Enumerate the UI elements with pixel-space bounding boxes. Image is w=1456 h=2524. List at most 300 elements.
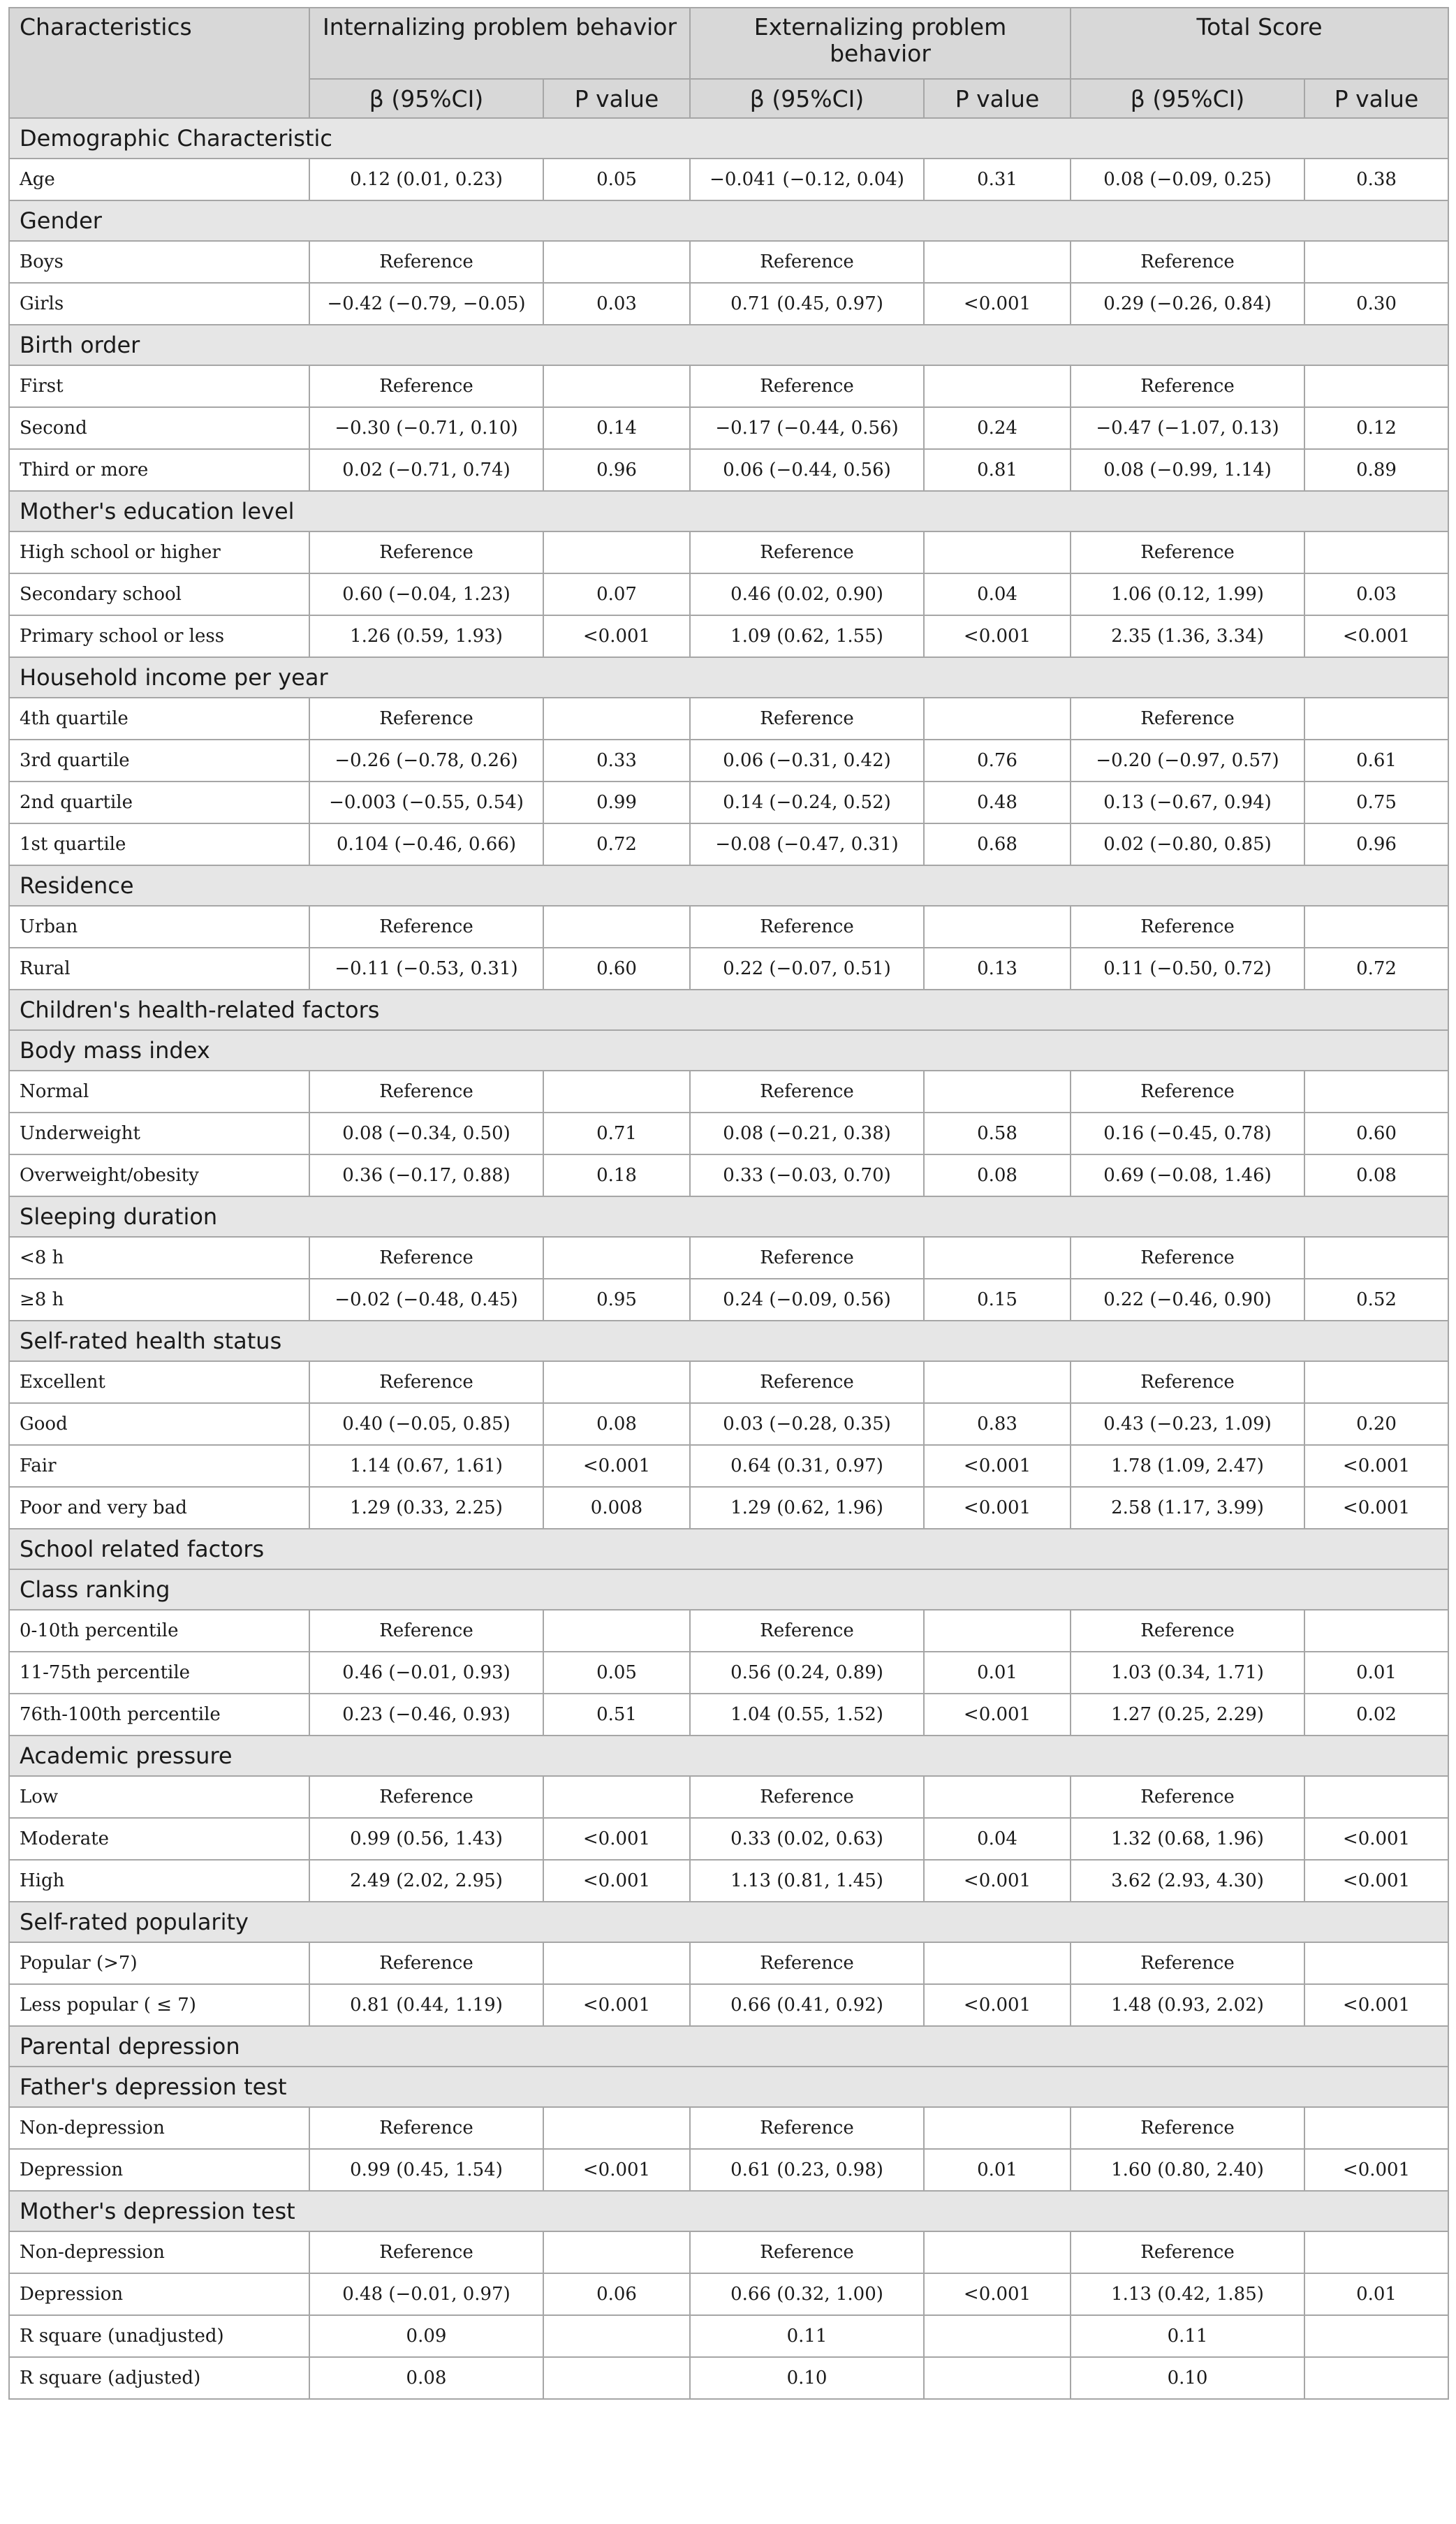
section-label: Academic pressure: [9, 1736, 1448, 1776]
beta-cell: 2.49 (2.02, 2.95): [309, 1860, 543, 1902]
beta-cell: 0.08 (−0.21, 0.38): [690, 1113, 924, 1154]
header-pvalue: P value: [1304, 79, 1448, 118]
beta-cell: 2.35 (1.36, 3.34): [1071, 615, 1304, 657]
pvalue-cell: [543, 1361, 690, 1403]
table-row: [9, 1403, 1448, 1445]
header-pvalue: P value: [924, 79, 1071, 118]
row-label: Good: [9, 1403, 309, 1445]
regression-table-container: [8, 7, 1448, 2400]
section-row: [9, 325, 1448, 365]
beta-cell: 1.78 (1.09, 2.47): [1071, 1445, 1304, 1487]
beta-cell: 0.36 (−0.17, 0.88): [309, 1154, 543, 1196]
section-label: Children's health-related factors: [9, 990, 1448, 1030]
row-label: Normal: [9, 1071, 309, 1113]
beta-cell: Reference: [309, 906, 543, 948]
pvalue-cell: <0.001: [924, 1984, 1071, 2026]
section-label: Mother's depression test: [9, 2191, 1448, 2231]
pvalue-cell: 0.61: [1304, 740, 1448, 782]
section-row: [9, 657, 1448, 698]
section-label: School related factors: [9, 1529, 1448, 1569]
pvalue-cell: <0.001: [1304, 1984, 1448, 2026]
beta-cell: Reference: [690, 1610, 924, 1652]
beta-cell: Reference: [690, 1776, 924, 1818]
row-label: Primary school or less: [9, 615, 309, 657]
beta-cell: Reference: [309, 365, 543, 407]
pvalue-cell: 0.58: [924, 1113, 1071, 1154]
beta-cell: 0.81 (0.44, 1.19): [309, 1984, 543, 2026]
pvalue-cell: 0.75: [1304, 782, 1448, 823]
row-label: Excellent: [9, 1361, 309, 1403]
table-row: [9, 241, 1448, 283]
table-row: [9, 698, 1448, 740]
pvalue-cell: [924, 241, 1071, 283]
beta-cell: 0.104 (−0.46, 0.66): [309, 823, 543, 865]
beta-cell: 0.33 (−0.03, 0.70): [690, 1154, 924, 1196]
pvalue-cell: <0.001: [1304, 1818, 1448, 1860]
beta-cell: 0.40 (−0.05, 0.85): [309, 1403, 543, 1445]
section-label: Father's depression test: [9, 2067, 1448, 2107]
pvalue-cell: 0.89: [1304, 449, 1448, 491]
pvalue-cell: 0.38: [1304, 159, 1448, 200]
row-label: R square (adjusted): [9, 2357, 309, 2399]
pvalue-cell: [924, 1071, 1071, 1113]
table-row: [9, 159, 1448, 200]
beta-cell: Reference: [309, 1361, 543, 1403]
beta-cell: Reference: [1071, 698, 1304, 740]
pvalue-cell: [924, 698, 1071, 740]
section-row: [9, 200, 1448, 241]
pvalue-cell: <0.001: [543, 1860, 690, 1902]
pvalue-cell: [1304, 1776, 1448, 1818]
beta-cell: 0.02 (−0.71, 0.74): [309, 449, 543, 491]
header-internalizing: Internalizing problem behavior: [309, 8, 690, 79]
pvalue-cell: [924, 2231, 1071, 2273]
pvalue-cell: <0.001: [543, 615, 690, 657]
beta-cell: 1.09 (0.62, 1.55): [690, 615, 924, 657]
beta-cell: 0.64 (0.31, 0.97): [690, 1445, 924, 1487]
section-label: Demographic Characteristic: [9, 118, 1448, 159]
row-label: High: [9, 1860, 309, 1902]
pvalue-cell: <0.001: [543, 1445, 690, 1487]
pvalue-cell: <0.001: [924, 283, 1071, 325]
beta-cell: Reference: [1071, 531, 1304, 573]
beta-cell: Reference: [690, 1237, 924, 1279]
beta-cell: Reference: [690, 365, 924, 407]
header-beta: β (95%CI): [309, 79, 543, 118]
table-row: [9, 1154, 1448, 1196]
beta-cell: 0.60 (−0.04, 1.23): [309, 573, 543, 615]
beta-cell: Reference: [1071, 1942, 1304, 1984]
beta-cell: 1.60 (0.80, 2.40): [1071, 2149, 1304, 2191]
header-externalizing: Externalizing problem behavior: [690, 8, 1071, 79]
row-label: Rural: [9, 948, 309, 990]
table-row: [9, 531, 1448, 573]
beta-cell: Reference: [690, 2107, 924, 2149]
beta-cell: 1.13 (0.42, 1.85): [1071, 2273, 1304, 2315]
pvalue-cell: 0.24: [924, 407, 1071, 449]
pvalue-cell: [543, 1237, 690, 1279]
section-row: [9, 1902, 1448, 1942]
beta-cell: 0.46 (0.02, 0.90): [690, 573, 924, 615]
pvalue-cell: [1304, 1237, 1448, 1279]
beta-cell: 0.46 (−0.01, 0.93): [309, 1652, 543, 1694]
section-label: Gender: [9, 200, 1448, 241]
pvalue-cell: 0.48: [924, 782, 1071, 823]
table-row: [9, 2107, 1448, 2149]
beta-cell: Reference: [309, 2231, 543, 2273]
pvalue-cell: [543, 2315, 690, 2357]
pvalue-cell: [924, 1610, 1071, 1652]
beta-cell: 0.13 (−0.67, 0.94): [1071, 782, 1304, 823]
pvalue-cell: 0.83: [924, 1403, 1071, 1445]
beta-cell: 0.12 (0.01, 0.23): [309, 159, 543, 200]
beta-cell: 0.03 (−0.28, 0.35): [690, 1403, 924, 1445]
beta-cell: 0.02 (−0.80, 0.85): [1071, 823, 1304, 865]
pvalue-cell: 0.95: [543, 1279, 690, 1321]
pvalue-cell: <0.001: [1304, 2149, 1448, 2191]
section-label: Self-rated health status: [9, 1321, 1448, 1361]
beta-cell: Reference: [1071, 906, 1304, 948]
table-row: [9, 823, 1448, 865]
beta-cell: Reference: [309, 531, 543, 573]
beta-cell: −0.17 (−0.44, 0.56): [690, 407, 924, 449]
beta-cell: Reference: [309, 241, 543, 283]
table-row: [9, 1237, 1448, 1279]
section-row: [9, 1321, 1448, 1361]
beta-cell: Reference: [309, 1610, 543, 1652]
beta-cell: 0.06 (−0.31, 0.42): [690, 740, 924, 782]
beta-cell: 0.33 (0.02, 0.63): [690, 1818, 924, 1860]
beta-cell: 1.03 (0.34, 1.71): [1071, 1652, 1304, 1694]
beta-cell: 0.11: [690, 2315, 924, 2357]
section-label: Sleeping duration: [9, 1196, 1448, 1237]
pvalue-cell: [924, 2315, 1071, 2357]
header-total-score: Total Score: [1071, 8, 1448, 79]
table-row: [9, 948, 1448, 990]
beta-cell: Reference: [1071, 241, 1304, 283]
table-row: [9, 2315, 1448, 2357]
pvalue-cell: 0.99: [543, 782, 690, 823]
pvalue-cell: [1304, 698, 1448, 740]
row-label: <8 h: [9, 1237, 309, 1279]
beta-cell: −0.11 (−0.53, 0.31): [309, 948, 543, 990]
pvalue-cell: [1304, 1071, 1448, 1113]
pvalue-cell: <0.001: [1304, 1487, 1448, 1529]
beta-cell: Reference: [1071, 1361, 1304, 1403]
pvalue-cell: 0.01: [924, 2149, 1071, 2191]
pvalue-cell: [1304, 1361, 1448, 1403]
pvalue-cell: 0.12: [1304, 407, 1448, 449]
section-row: [9, 990, 1448, 1030]
pvalue-cell: 0.33: [543, 740, 690, 782]
section-row: [9, 1196, 1448, 1237]
pvalue-cell: [543, 698, 690, 740]
beta-cell: 0.06 (−0.44, 0.56): [690, 449, 924, 491]
row-label: Non-depression: [9, 2231, 309, 2273]
row-label: R square (unadjusted): [9, 2315, 309, 2357]
beta-cell: 0.08 (−0.09, 0.25): [1071, 159, 1304, 200]
section-label: Parental depression: [9, 2026, 1448, 2067]
pvalue-cell: 0.71: [543, 1113, 690, 1154]
beta-cell: −0.08 (−0.47, 0.31): [690, 823, 924, 865]
beta-cell: 0.11 (−0.50, 0.72): [1071, 948, 1304, 990]
beta-cell: 0.09: [309, 2315, 543, 2357]
section-label: Body mass index: [9, 1030, 1448, 1071]
beta-cell: 0.22 (−0.07, 0.51): [690, 948, 924, 990]
beta-cell: Reference: [690, 241, 924, 283]
table-row: [9, 1113, 1448, 1154]
beta-cell: −0.30 (−0.71, 0.10): [309, 407, 543, 449]
beta-cell: 0.69 (−0.08, 1.46): [1071, 1154, 1304, 1196]
pvalue-cell: 0.13: [924, 948, 1071, 990]
table-row: [9, 2231, 1448, 2273]
beta-cell: 1.29 (0.62, 1.96): [690, 1487, 924, 1529]
beta-cell: Reference: [1071, 1776, 1304, 1818]
table-row: [9, 2149, 1448, 2191]
pvalue-cell: 0.008: [543, 1487, 690, 1529]
pvalue-cell: 0.72: [1304, 948, 1448, 990]
section-label: Class ranking: [9, 1569, 1448, 1610]
table-row: [9, 782, 1448, 823]
beta-cell: 0.29 (−0.26, 0.84): [1071, 283, 1304, 325]
pvalue-cell: [543, 365, 690, 407]
beta-cell: 0.99 (0.56, 1.43): [309, 1818, 543, 1860]
beta-cell: −0.47 (−1.07, 0.13): [1071, 407, 1304, 449]
beta-cell: Reference: [1071, 2107, 1304, 2149]
row-label: Moderate: [9, 1818, 309, 1860]
section-label: Self-rated popularity: [9, 1902, 1448, 1942]
pvalue-cell: [1304, 365, 1448, 407]
pvalue-cell: <0.001: [924, 1487, 1071, 1529]
beta-cell: 1.06 (0.12, 1.99): [1071, 573, 1304, 615]
table-row: [9, 1445, 1448, 1487]
pvalue-cell: 0.14: [543, 407, 690, 449]
section-row: [9, 1529, 1448, 1569]
section-row: [9, 1030, 1448, 1071]
section-row: [9, 118, 1448, 159]
pvalue-cell: 0.51: [543, 1694, 690, 1736]
pvalue-cell: 0.08: [543, 1403, 690, 1445]
table-row: [9, 906, 1448, 948]
row-label: 2nd quartile: [9, 782, 309, 823]
beta-cell: Reference: [690, 906, 924, 948]
beta-cell: Reference: [309, 1071, 543, 1113]
row-label: Fair: [9, 1445, 309, 1487]
section-row: [9, 2067, 1448, 2107]
pvalue-cell: <0.001: [924, 1694, 1071, 1736]
table-row: [9, 2273, 1448, 2315]
pvalue-cell: [543, 1071, 690, 1113]
table-row: [9, 573, 1448, 615]
row-label: Overweight/obesity: [9, 1154, 309, 1196]
pvalue-cell: <0.001: [1304, 1860, 1448, 1902]
pvalue-cell: 0.60: [543, 948, 690, 990]
row-label: High school or higher: [9, 531, 309, 573]
row-label: Poor and very bad: [9, 1487, 309, 1529]
row-label: First: [9, 365, 309, 407]
pvalue-cell: <0.001: [543, 1984, 690, 2026]
beta-cell: Reference: [690, 2231, 924, 2273]
row-label: Popular (>7): [9, 1942, 309, 1984]
row-label: Low: [9, 1776, 309, 1818]
pvalue-cell: 0.08: [1304, 1154, 1448, 1196]
pvalue-cell: <0.001: [924, 615, 1071, 657]
beta-cell: Reference: [309, 1942, 543, 1984]
beta-cell: 0.56 (0.24, 0.89): [690, 1652, 924, 1694]
beta-cell: 0.08 (−0.34, 0.50): [309, 1113, 543, 1154]
row-label: Depression: [9, 2149, 309, 2191]
beta-cell: 0.10: [690, 2357, 924, 2399]
beta-cell: 1.32 (0.68, 1.96): [1071, 1818, 1304, 1860]
beta-cell: 1.04 (0.55, 1.52): [690, 1694, 924, 1736]
row-label: 0-10th percentile: [9, 1610, 309, 1652]
regression-table: [8, 7, 1449, 2400]
pvalue-cell: <0.001: [543, 2149, 690, 2191]
beta-cell: 0.16 (−0.45, 0.78): [1071, 1113, 1304, 1154]
pvalue-cell: [543, 2231, 690, 2273]
beta-cell: 0.08 (−0.99, 1.14): [1071, 449, 1304, 491]
beta-cell: −0.041 (−0.12, 0.04): [690, 159, 924, 200]
pvalue-cell: [1304, 1610, 1448, 1652]
section-label: Birth order: [9, 325, 1448, 365]
beta-cell: Reference: [309, 1776, 543, 1818]
beta-cell: 1.29 (0.33, 2.25): [309, 1487, 543, 1529]
pvalue-cell: 0.81: [924, 449, 1071, 491]
pvalue-cell: <0.001: [1304, 615, 1448, 657]
pvalue-cell: 0.03: [543, 283, 690, 325]
row-label: Third or more: [9, 449, 309, 491]
row-label: 1st quartile: [9, 823, 309, 865]
beta-cell: Reference: [1071, 1071, 1304, 1113]
table-row: [9, 407, 1448, 449]
section-label: Residence: [9, 865, 1448, 906]
pvalue-cell: 0.18: [543, 1154, 690, 1196]
pvalue-cell: <0.001: [924, 2273, 1071, 2315]
row-label: Less popular ( ≤ 7): [9, 1984, 309, 2026]
pvalue-cell: [924, 531, 1071, 573]
pvalue-cell: [924, 2107, 1071, 2149]
beta-cell: 0.66 (0.41, 0.92): [690, 1984, 924, 2026]
section-row: [9, 491, 1448, 531]
pvalue-cell: 0.68: [924, 823, 1071, 865]
table-row: [9, 1818, 1448, 1860]
pvalue-cell: 0.20: [1304, 1403, 1448, 1445]
beta-cell: 0.48 (−0.01, 0.97): [309, 2273, 543, 2315]
pvalue-cell: 0.07: [543, 573, 690, 615]
beta-cell: Reference: [309, 698, 543, 740]
table-row: [9, 2357, 1448, 2399]
beta-cell: Reference: [690, 1071, 924, 1113]
pvalue-cell: [543, 906, 690, 948]
beta-cell: 1.26 (0.59, 1.93): [309, 615, 543, 657]
pvalue-cell: 0.02: [1304, 1694, 1448, 1736]
beta-cell: 1.13 (0.81, 1.45): [690, 1860, 924, 1902]
pvalue-cell: [543, 241, 690, 283]
pvalue-cell: 0.06: [543, 2273, 690, 2315]
section-row: [9, 865, 1448, 906]
table-row: [9, 1652, 1448, 1694]
table-row: [9, 1860, 1448, 1902]
section-label: Household income per year: [9, 657, 1448, 698]
row-label: 4th quartile: [9, 698, 309, 740]
beta-cell: 0.43 (−0.23, 1.09): [1071, 1403, 1304, 1445]
table-row: [9, 283, 1448, 325]
row-label: Girls: [9, 283, 309, 325]
beta-cell: Reference: [309, 2107, 543, 2149]
table-row: [9, 1487, 1448, 1529]
pvalue-cell: 0.15: [924, 1279, 1071, 1321]
section-label: Mother's education level: [9, 491, 1448, 531]
beta-cell: 0.22 (−0.46, 0.90): [1071, 1279, 1304, 1321]
pvalue-cell: [543, 1942, 690, 1984]
pvalue-cell: [543, 531, 690, 573]
table-row: [9, 1942, 1448, 1984]
pvalue-cell: 0.04: [924, 1818, 1071, 1860]
pvalue-cell: 0.31: [924, 159, 1071, 200]
table-row: [9, 1279, 1448, 1321]
table-row: [9, 1361, 1448, 1403]
table-header: [9, 8, 1448, 118]
row-label: Urban: [9, 906, 309, 948]
beta-cell: −0.20 (−0.97, 0.57): [1071, 740, 1304, 782]
beta-cell: Reference: [690, 531, 924, 573]
pvalue-cell: 0.08: [924, 1154, 1071, 1196]
pvalue-cell: [543, 2357, 690, 2399]
beta-cell: 1.48 (0.93, 2.02): [1071, 1984, 1304, 2026]
pvalue-cell: [543, 1776, 690, 1818]
pvalue-cell: [543, 1610, 690, 1652]
pvalue-cell: <0.001: [543, 1818, 690, 1860]
beta-cell: 2.58 (1.17, 3.99): [1071, 1487, 1304, 1529]
pvalue-cell: 0.72: [543, 823, 690, 865]
row-label: Second: [9, 407, 309, 449]
pvalue-cell: 0.01: [1304, 1652, 1448, 1694]
row-label: Depression: [9, 2273, 309, 2315]
beta-cell: Reference: [690, 698, 924, 740]
table-row: [9, 1610, 1448, 1652]
beta-cell: −0.42 (−0.79, −0.05): [309, 283, 543, 325]
header-beta: β (95%CI): [690, 79, 924, 118]
beta-cell: Reference: [1071, 365, 1304, 407]
pvalue-cell: 0.01: [1304, 2273, 1448, 2315]
pvalue-cell: 0.76: [924, 740, 1071, 782]
pvalue-cell: [1304, 241, 1448, 283]
header-pvalue: P value: [543, 79, 690, 118]
beta-cell: 0.71 (0.45, 0.97): [690, 283, 924, 325]
pvalue-cell: [1304, 1942, 1448, 1984]
beta-cell: Reference: [1071, 2231, 1304, 2273]
table-row: [9, 449, 1448, 491]
row-label: Boys: [9, 241, 309, 283]
pvalue-cell: [1304, 531, 1448, 573]
section-row: [9, 2026, 1448, 2067]
row-label: Underweight: [9, 1113, 309, 1154]
pvalue-cell: 0.01: [924, 1652, 1071, 1694]
beta-cell: 0.99 (0.45, 1.54): [309, 2149, 543, 2191]
pvalue-cell: [1304, 2357, 1448, 2399]
pvalue-cell: [924, 1942, 1071, 1984]
beta-cell: Reference: [690, 1361, 924, 1403]
beta-cell: Reference: [690, 1942, 924, 1984]
pvalue-cell: 0.96: [543, 449, 690, 491]
header-characteristics: Characteristics: [9, 8, 309, 118]
beta-cell: Reference: [309, 1237, 543, 1279]
row-label: Age: [9, 159, 309, 200]
pvalue-cell: [924, 1361, 1071, 1403]
pvalue-cell: 0.96: [1304, 823, 1448, 865]
pvalue-cell: [924, 2357, 1071, 2399]
pvalue-cell: [924, 1776, 1071, 1818]
